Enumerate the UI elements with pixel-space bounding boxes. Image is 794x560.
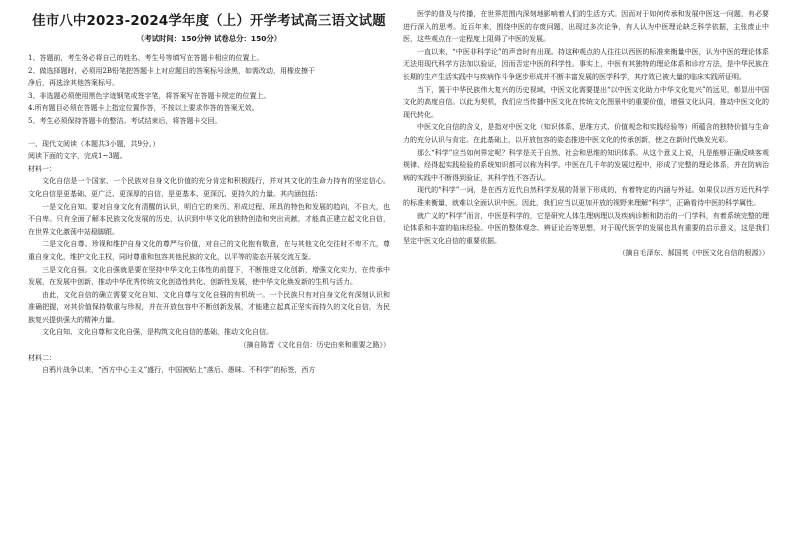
- notice-item: 5、考生必须保持答题卡的整洁。考试结束后，将答题卡交回。: [28, 116, 222, 125]
- paragraph: 现代的“科学”一词，是在西方近代自然科学发展的背景下形成的，有着特定的内涵与外延。如果仅以西方近代科学的标准来衡量，就难以全面认识中医。因此，我们应当以更加开放的视野来理解“科学”，正确看待中医的科学属性。: [403, 186, 769, 207]
- paragraph: 由此，文化自信的确立需要文化自知、文化自尊与文化自强的有机统一。一个民族只有对自身文化有深刻认识和准确把握，对其价值保持敬重与珍视，并在开放包容中不断创新发展，才能建立起真正坚实而持久的文化自信，为民族复兴提供强大的精神力量。: [28, 290, 390, 324]
- paragraph: 一直以来，“中医非科学论”的声音时有出现。持这种观点的人往往以西医的标准来衡量中医，认为中医的理论体系无法用现代科学方法加以验证，因而否定中医的科学性。事实上，中医有其独特的理论体系和诊疗方法，是中华民族在长期的生产生活实践中与疾病作斗争逐步形成并不断丰富发展的医学科学，其疗效已被大量的临床实践所证明。: [403, 47, 769, 81]
- section-instruction: 阅读下面的文字，完成1~3题。: [28, 152, 127, 161]
- section-heading: 一、现代文阅读（本题共3小题，共9分。）: [28, 139, 160, 148]
- paragraph: 三是文化自强。文化自强就是要在坚持中华文化主体性的前提下，不断推进文化创新，增强文化实力，在传承中发展，在发展中创新，推动中华优秀传统文化创造性转化、创新性发展，使中华文化焕发新的生机与活力。: [28, 265, 390, 287]
- paragraph: 医学的普及与传播，在世界范围内深刻地影响着人们的生活方式。因而对于如何传承和发展中医这一问题，有必要进行深入的思考。近百年来，围绕中医的存废问题，出现过多次论争，有人认为中医理论缺乏科学依据，主张废止中医，这些观点在一定程度上阻碍了中医的发展。: [403, 10, 769, 44]
- paragraph: 二是文化自尊。珍视和维护自身文化的尊严与价值，对自己的文化抱有敬意，在与其他文化交往时不卑不亢，尊重自身文化，维护文化主权，同时尊重和包容其他民族的文化，以平等的姿态开展交流互鉴。: [28, 240, 390, 261]
- exam-title: 佳市八中2023-2024学年度（上）开学考试高三语文试题: [32, 14, 386, 29]
- notice-item: 1、答题前，考生务必将自己的姓名、考生号等填写在答题卡相应的位置上。: [28, 54, 264, 62]
- paragraph: 那么“科学”应当如何界定呢？科学是关于自然、社会和思维的知识体系。从这个意义上说，凡是能够正确反映客观规律、经得起实践检验的系统知识都可以称为科学。中医在几千年的发展过程中，形成了完整的理论体系，并在防病治病的实践中不断得到验证，其科学性不容否认。: [403, 148, 769, 182]
- notice-item: 净后，再选涂其他答案标号。: [28, 79, 119, 88]
- right-column: [403, 8, 769, 556]
- exam-subtitle: （考试时间：150分钟 试卷总分：150分）: [136, 34, 282, 43]
- paragraph: 中医文化自信的含义，是指对中医文化（知识体系、思维方式、价值观念和实践经验等）所蕴含的独特价值与生命力的充分认识与肯定。在此基础上，以开放包容的姿态推进中医文化的传承创新，使之在新时代焕发光彩。: [403, 123, 769, 144]
- notice-item: 4.所有题目必须在答题卡上指定位置作答，不按以上要求作答的答案无效。: [28, 104, 259, 113]
- material-2-source: （摘自毛泽东、郝国英《中医文化自信的根源》）: [618, 249, 769, 258]
- paragraph: 当下，置于中华民族伟大复兴的历史视域，中医文化需要提出“以中医文化助力中华文化复兴”的远见，彰显出中国文化的高度自信。以此为契机，我们应当传播中医文化在传统文化图景中的重要价值，增强文化认同，推动中医文化的现代转化。: [403, 85, 769, 119]
- notice-list: [28, 52, 390, 128]
- paragraph: 一是文化自知。要对自身文化有清醒的认识，明白它的来历、形成过程、所具的特色和发展的趋向，不自大，也不自卑。只有全面了解本民族文化发展的历史，认识到中华文化的独特创造和突出贡献，才能真正建立起文化自信，在世界文化激荡中站稳脚跟。: [28, 202, 390, 236]
- material-1-source: （摘自陈晋《文化自信：历史由来和重要之路》）: [239, 341, 390, 350]
- paragraph: 就广义的“科学”而言，中医是科学的，它是研究人体生理病理以及疾病诊断和防治的一门学科，有着系统完整的理论体系和丰富的临床经验。中医的整体观念、辨证论治等思想，对于现代医学的发展也具有重要的启示意义，这是我们坚定中医文化自信的重要依据。: [403, 211, 769, 245]
- notice-item: 3、非选题必须使用黑色字迹钢笔或签字笔，将答案写在答题卡规定的位置上。: [28, 91, 271, 100]
- notice-item: 2、做选择题时，必须用2B铅笔把答题卡上对应题目的答案标号涂黑，如需改动，用橡皮擦干: [28, 66, 316, 75]
- left-column: [28, 8, 390, 556]
- material-2-label: 材料二：: [28, 353, 56, 362]
- material-1-label: 材料一：: [28, 164, 56, 173]
- paragraph-summary: 文化自知、文化自尊和文化自强，是构筑文化自信的基础，推动文化自信。: [42, 328, 273, 337]
- paragraph: 自鸦片战争以来，“西方中心主义”盛行，中国被贴上“落后、愚昧、不科学”的标签，西方: [42, 366, 316, 375]
- paragraph: 文化自信是一个国家、一个民族对自身文化价值的充分肯定和积极践行，并对其文化的生命力持有的坚定信心。文化自信是更基础、更广泛、更深厚的自信，是更基本、更深沉、更持久的力量。其内涵包括：: [28, 177, 390, 198]
